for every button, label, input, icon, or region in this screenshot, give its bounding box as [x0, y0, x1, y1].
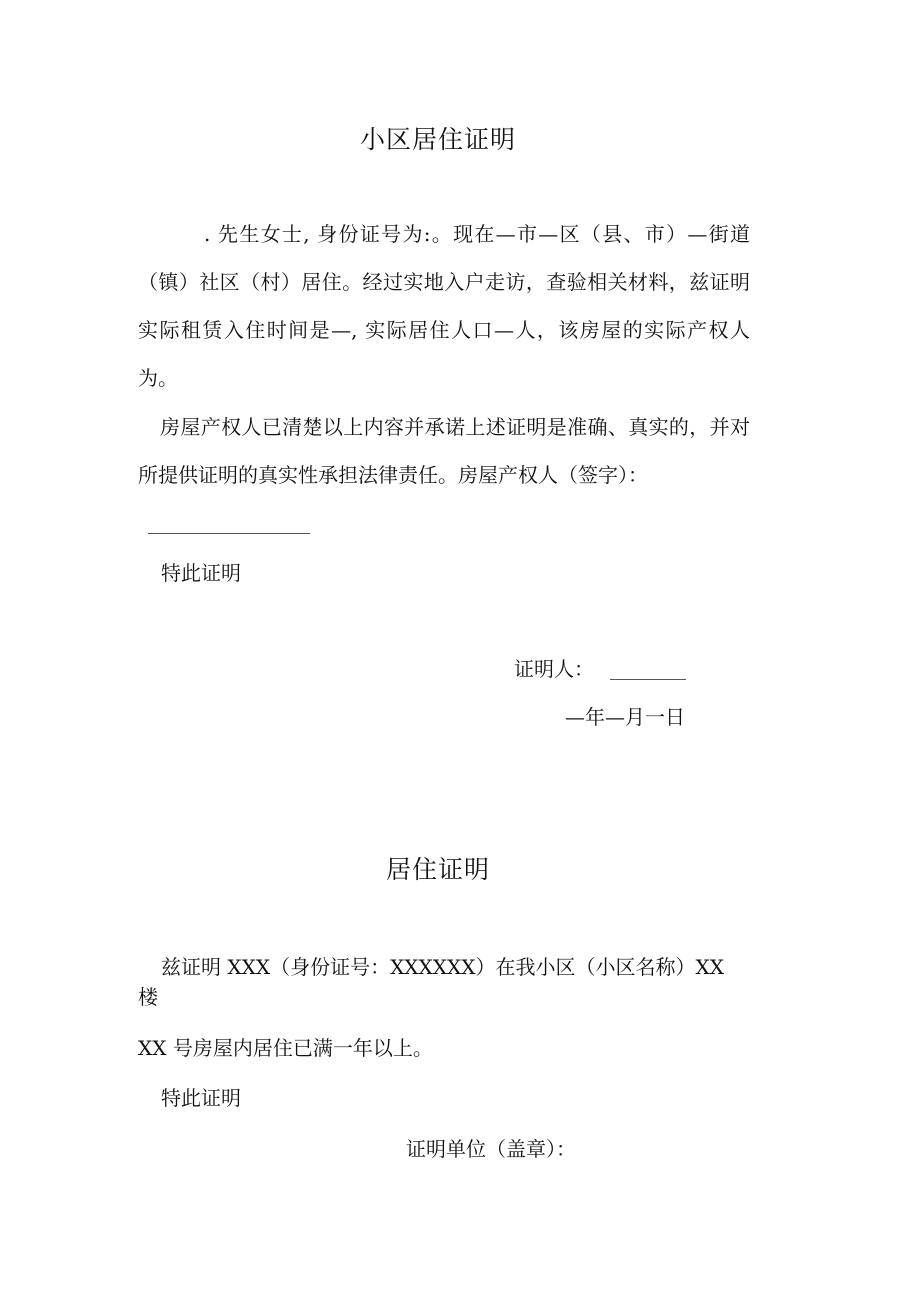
- signature-line: [148, 533, 310, 534]
- certifier-signature-line: [610, 679, 686, 680]
- certifying-unit-label: 证明单位（盖章）：: [406, 1137, 576, 1161]
- date-line: —年—月一日: [565, 705, 685, 729]
- certification-line-1: 兹证明 XXX（身份证号：XXXXXX）在我小区（小区名称）XX: [161, 955, 724, 979]
- document-title-2: 居住证明: [385, 855, 490, 884]
- commitment-paragraph: 房屋产权人已清楚以上内容并承诺上述证明是准确、真实的，并对所提供证明的真实性承担法律责任。房屋产权人（签字）：: [138, 415, 750, 487]
- document-title: 小区居住证明: [359, 125, 516, 154]
- closing-text: 特此证明: [161, 561, 241, 585]
- closing-text-2: 特此证明: [161, 1086, 241, 1110]
- certification-line-2: XX 号房屋内居住已满一年以上。: [138, 1036, 433, 1060]
- body-paragraph: . 先生女士, 身份证号为:。现在—市—区（县、市）—街道（镇）社区（村）居住。经过实地入户走访，查验相关材料，兹证明实际租赁入住时间是—, 实际居住人口—人，该房屋的实际产权人为。: [138, 222, 750, 390]
- certification-line-1-wrap: 楼: [138, 985, 158, 1009]
- certifier-label: 证明人：: [514, 657, 594, 681]
